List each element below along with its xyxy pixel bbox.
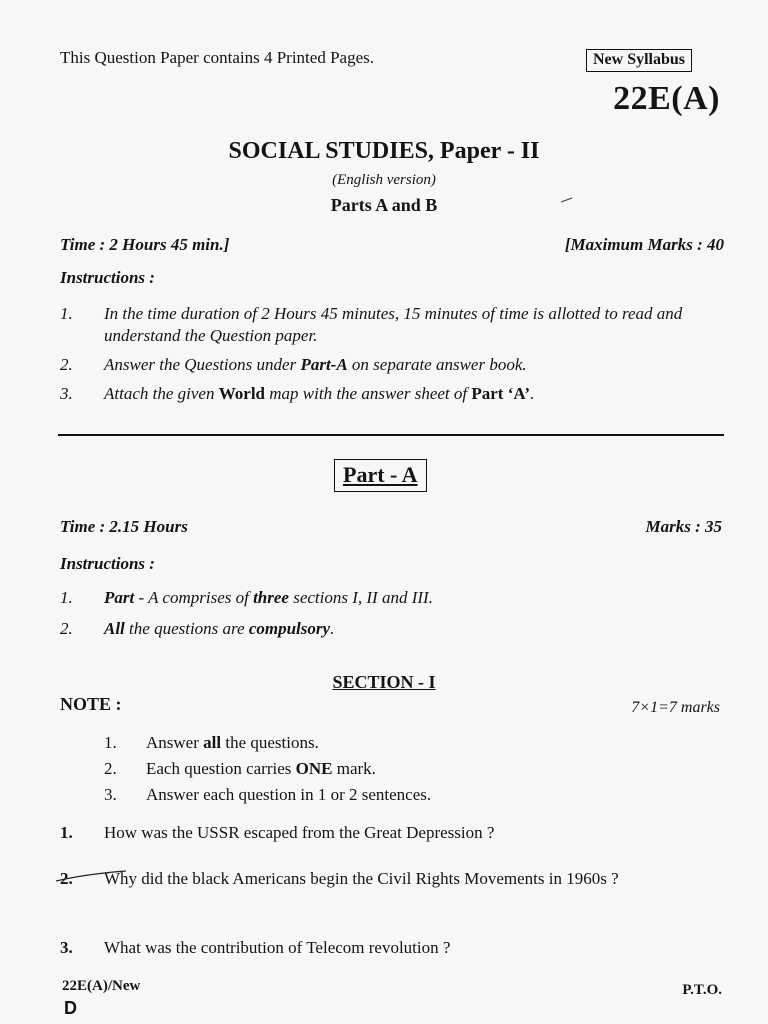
part-a-instructions-list: [60, 587, 433, 649]
instruction-item: [60, 354, 724, 376]
paper-parts: Parts A and B: [330, 195, 438, 215]
instruction-item: [60, 383, 724, 405]
instruction-text: Part - A comprises of three sections I, II and III.: [104, 588, 433, 607]
instruction-text: Answer the Questions under Part-A on separate answer book.: [104, 355, 527, 374]
instruction-text: In the time duration of 2 Hours 45 minutes, 15 minutes of time is allotted to read and understand the Question paper.: [104, 304, 683, 345]
paper-code: 22E(A): [613, 80, 720, 117]
divider-line: [58, 434, 724, 436]
note-item: 2. Each question carries ONE mark.: [104, 759, 376, 778]
part-a-time: Time : 2.15 Hours: [60, 517, 188, 536]
question-number: 1.: [60, 823, 73, 842]
pto-label: P.T.O.: [682, 982, 722, 998]
instruction-text: All the questions are compulsory.: [104, 619, 335, 638]
pen-strike-mark: [56, 870, 128, 884]
question-text: How was the USSR escaped from the Great Depression ?: [104, 823, 495, 842]
part-a-meta-row: [60, 517, 722, 537]
instruction-item: [60, 587, 433, 609]
paper-title: SOCIAL STUDIES, Paper - II: [228, 138, 540, 164]
note-item: 3. Answer each question in 1 or 2 sentences.: [104, 785, 432, 804]
instruction-number: 1.: [60, 304, 73, 323]
stray-pen-mark: [561, 197, 573, 203]
section-marks: 7×1=7 marks: [631, 699, 720, 716]
question-item: [60, 937, 724, 959]
syllabus-badge: New Syllabus: [586, 49, 692, 72]
question-number: 3.: [60, 938, 73, 957]
instruction-item: [60, 618, 433, 640]
question-item: [60, 822, 724, 844]
pages-note: This Question Paper contains 4 Printed Pages.: [60, 48, 374, 67]
footer-code: 22E(A)/New: [62, 978, 141, 994]
note-label: NOTE :: [60, 694, 122, 714]
question-item: [60, 868, 724, 890]
exam-time: Time : 2 Hours 45 min.]: [60, 235, 230, 254]
instruction-number: 2.: [60, 355, 73, 374]
instructions-heading: Instructions :: [60, 268, 155, 287]
instruction-number: 1.: [60, 588, 73, 607]
instruction-text: Attach the given World map with the answer sheet of Part ‘A’.: [104, 384, 535, 403]
instruction-item: [60, 303, 724, 347]
part-a-marks: Marks : 35: [645, 517, 722, 536]
exam-max-marks: [Maximum Marks : 40: [564, 235, 724, 254]
question-text: Why did the black Americans begin the Civil Rights Movements in 1960s ?: [104, 869, 619, 888]
part-a-instructions-heading: Instructions :: [60, 554, 155, 573]
part-a-heading: Part - A: [334, 459, 427, 492]
note-item: 1. Answer all the questions.: [104, 733, 319, 752]
general-instructions-list: [60, 303, 724, 412]
section-heading: SECTION - I: [332, 672, 436, 692]
note-list: [104, 730, 431, 808]
footer-letter: D: [64, 998, 77, 1018]
instruction-number: 2.: [60, 619, 73, 638]
instruction-number: 3.: [60, 384, 73, 403]
paper-version: (English version): [332, 172, 436, 188]
exam-meta-row: [60, 235, 724, 255]
question-number: 2.: [60, 868, 104, 890]
question-text: What was the contribution of Telecom revolution ?: [104, 938, 451, 957]
